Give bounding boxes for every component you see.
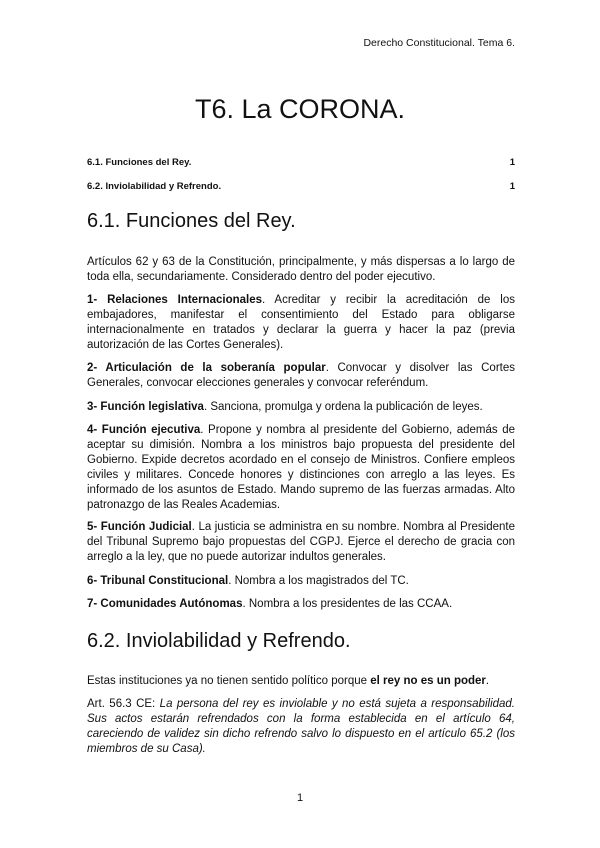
function-item-lead: 5- Función Judicial xyxy=(87,521,192,533)
function-item-5 xyxy=(87,520,515,565)
toc-entry-page: 1 xyxy=(509,157,515,168)
function-item-6 xyxy=(87,574,515,589)
function-item-2 xyxy=(87,361,515,391)
toc-entry-1[interactable] xyxy=(87,157,515,168)
function-item-7 xyxy=(87,597,515,612)
section2-paragraph-1 xyxy=(87,674,515,689)
function-item-lead: 2- Articulación de la soberanía popular xyxy=(87,362,326,374)
function-item-lead: 4- Función ejecutiva xyxy=(87,424,201,436)
function-item-text: . Acreditar y recibir la acreditación de los embajadores, manifestar el consentimiento del Estado para obligarse internacionalmente en tratados y declarar la guerra y hacer la paz (previa autorización de las Cortes Generales). xyxy=(87,294,515,351)
function-item-3 xyxy=(87,400,515,415)
function-item-lead: 7- Comunidades Autónomas xyxy=(87,598,243,610)
function-item-4 xyxy=(87,423,515,513)
toc-entry-page: 1 xyxy=(509,181,515,192)
running-header: Derecho Constitucional. Tema 6. xyxy=(363,37,515,49)
function-item-text: . Nombra a los presidentes de las CCAA. xyxy=(242,598,453,610)
document-title: T6. La CORONA. xyxy=(194,94,406,124)
function-item-text: . Sanciona, promulga y ordena la publicación de leyes. xyxy=(203,401,483,413)
article-reference: Art. 56.3 CE: xyxy=(87,698,160,710)
paragraph-text: Estas instituciones ya no tienen sentido político porque xyxy=(87,675,371,687)
function-item-1 xyxy=(87,293,515,353)
function-item-lead: 1- Relaciones Internacionales xyxy=(87,294,262,306)
function-item-lead: 3- Función legislativa xyxy=(87,401,204,413)
page-number: 1 xyxy=(296,792,304,804)
paragraph-emphasis: el rey no es un poder xyxy=(370,675,486,687)
section2-article-quote xyxy=(87,697,515,757)
function-item-text: . Nombra a los magistrados del TC. xyxy=(228,575,409,587)
section-heading-funciones: 6.1. Funciones del Rey. xyxy=(87,210,296,232)
paragraph-text-end: . xyxy=(485,675,490,687)
function-item-text: . La justicia se administra en su nombre. Nombra al Presidente del Tribunal Supremo bajo propuestas del CGPJ. Ejerce el derecho de gracia con arreglo a la ley, que no puede autorizar indultos generales. xyxy=(87,521,515,563)
function-item-text: . Convocar y disolver las Cortes Generales, convocar elecciones generales y convocar referéndum. xyxy=(87,362,516,389)
toc-entry-label: 6.2. Inviolabilidad y Refrendo. xyxy=(87,181,222,192)
section1-intro: Artículos 62 y 63 de la Constitución, principalmente, y más dispersas a lo largo de toda ella, secundariamente. Considerado dentro del poder ejecutivo. xyxy=(87,256,515,283)
function-item-lead: 6- Tribunal Constitucional xyxy=(87,575,229,587)
toc-entry-label: 6.1. Funciones del Rey. xyxy=(87,157,192,168)
article-quote-text: La persona del rey es inviolable y no está sujeta a responsabilidad. Sus actos estarán refrendados con la forma establecida en el artículo 64, careciendo de validez sin dicho refrendo salvo lo dispuesto en el artículo 65.2 (los miembros de su Casa). xyxy=(87,698,516,755)
section-heading-inviolabilidad: 6.2. Inviolabilidad y Refrendo. xyxy=(87,630,351,652)
function-item-text: . Propone y nombra al presidente del Gobierno, además de aceptar su dimisión. Nombra a los ministros bajo propuesta del presidente del Gobierno. Expide decretos acordado en el consejo de Ministros. Confiere empleos civiles y militares. Concede honores y distinciones con arreglo a las leyes. Es informado de los asuntos de Estado. Mando supremo de las fuerzas armadas. Alto patronazgo de las Reales Academias. xyxy=(87,424,515,511)
toc-entry-2[interactable] xyxy=(87,181,515,192)
